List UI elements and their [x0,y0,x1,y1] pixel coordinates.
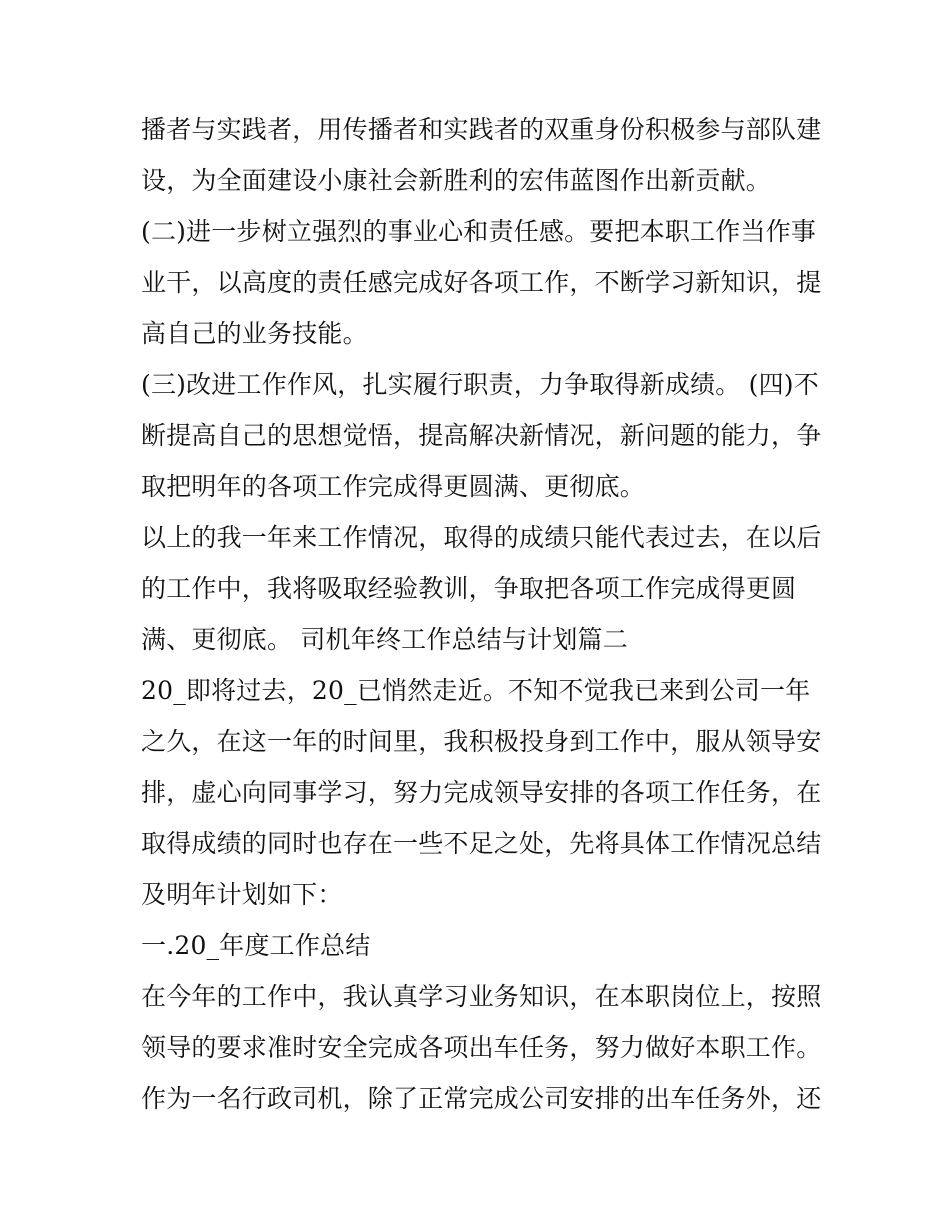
text-line: 20_即将过去，20_已悄然走近。不知不觉我已来到公司一年 [141,676,811,705]
text-line: 取得成绩的同时也存在一些不足之处，先将具体工作情况总结 [141,829,822,858]
text-line: 播者与实践者，用传播者和实践者的双重身份积极参与部队建 [141,115,822,144]
text-line: 取把明年的各项工作完成得更圆满、更彻底。 [141,472,646,501]
text-line: 业干，以高度的责任感完成好各项工作，不断学习新知识，提 [141,268,822,297]
document-body [141,104,821,1124]
text-line: 断提高自己的思想觉悟，提高解决新情况，新问题的能力，争 [141,421,822,450]
text-line: (二)进一步树立强烈的事业心和责任感。要把本职工作当作事 [141,217,817,246]
text-line: 在今年的工作中，我认真学习业务知识，在本职岗位上，按照 [141,982,822,1011]
text-line: 作为一名行政司机，除了正常完成公司安排的出车任务外，还 [141,1084,822,1113]
text-line: 及明年计划如下： [141,880,343,909]
text-line: 领导的要求准时安全完成各项出车任务，努力做好本职工作。 [141,1033,822,1062]
text-line: 之久，在这一年的时间里，我积极投身到工作中，服从领导安 [141,727,822,756]
text-line: 满、更彻底。 司机年终工作总结与计划篇二 [141,625,628,654]
text-line: 的工作中，我将吸取经验教训，争取把各项工作完成得更圆 [141,574,797,603]
text-line: 以上的我一年来工作情况，取得的成绩只能代表过去，在以后 [141,523,822,552]
section-heading: 一.20_年度工作总结 [141,931,371,960]
text-line: 设，为全面建设小康社会新胜利的宏伟蓝图作出新贡献。 [141,166,772,195]
text-line: (三)改进工作作风，扎实履行职责，力争取得新成绩。 (四)不 [141,370,819,399]
text-line: 高自己的业务技能。 [141,319,368,348]
text-line: 排，虚心向同事学习，努力完成领导安排的各项工作任务，在 [141,778,822,807]
